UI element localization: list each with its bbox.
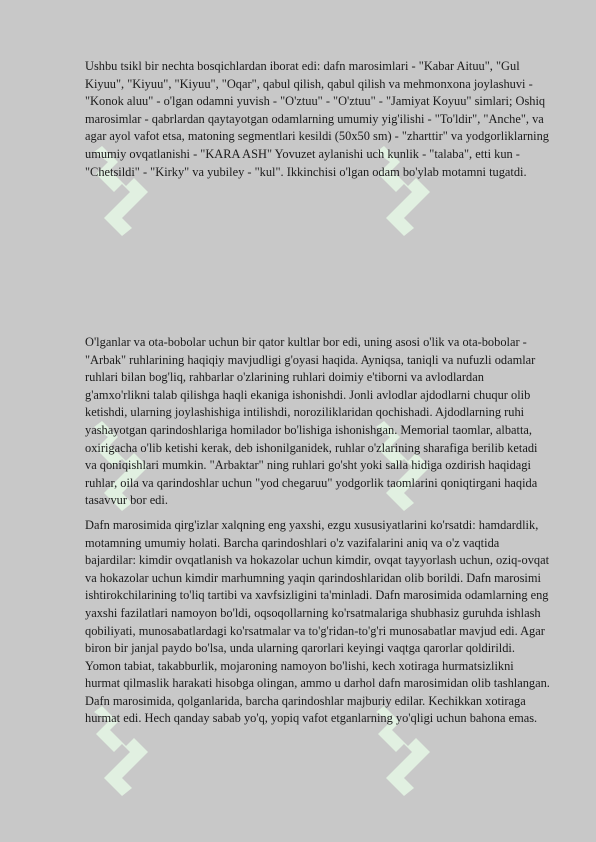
text-section-ancestor-cults: [85, 334, 551, 735]
paragraph-ancestor-cults: O'lganlar va ota-bobolar uchun bir qator kultlar bor edi, uning asosi o'lik va ota-bobolar - "Arbak" ruhlarining haqiqiy mavjudligi g'oyasi haqida. Ayniqsa, taniqli va nufuzli odamlar ruhlari bilan bog'liq, rahbarlar o'zlarining ruhlari doimiy e'tiborni va avlodlardan g'amxo'rlikni talab qilishga haqli ekaniga ishonishdi. Jonli avlodlar ajdodlarni chuqur olib ketishdi, ularning joylashishiga intilishdi, noroziliklaridan qochishadi. Ajdodlarning ruhi yashayotgan qarindoshlariga homilador bo'lishiga ishonishgan. Memorial taomlar, albatta, oxirigacha o'lib ketishi kerak, deb ishonilganidek, ruhlar o'zlarining sharafiga berilib ketadi va qoniqishlari mumkin. "Arbaktar" ning ruhlari go'sht yoki salla hidiga ozdirish haqidagi ruhlar, oila va qarindoshlar uchun "yod chegaruu" yodgorlik taomlarini qoniqtirgani haqida tasavvur bor edi.: [85, 335, 538, 508]
paragraph-funeral-cycle: Ushbu tsikl bir nechta bosqichlardan iborat edi: dafn marosimlari - "Kabar Aituu", "Gul Kiyuu", "Kiyuu", "Kiyuu", "Oqar", qabul qilish, qabul qilish va mehmonxona joylashuvi - "Konok aluu" - o'lgan odamni yuvish - "O'ztuu" - "O'ztuu" - "Jamiyat Koyuu" simlari; Oshiq marosimlar - qabrlardan qaytayotgan odamlarning umumiy yig'ilishi - "To'ldir", "Anche", va agar ayol vafot etsa, matoning segmentlari kesildi (50x50 sm) - "zharttir" va yodgorliklarning umumiy ovqatlanishi - "KARA ASH" Yovuzet aylanishi uch kunlik - "talaba", etti kun - "Chetsildi" - "Kirky" va yubiley - "kul". Ikkinchisi o'lgan odam bo'ylab motamni tugatdi.: [85, 59, 549, 179]
text-section-funeral-cycle: [85, 58, 551, 188]
paragraph-funeral-virtues: Dafn marosimida qirg'izlar xalqning eng yaxshi, ezgu xususiyatlarini ko'rsatdi: hamdardlik, motamning umumiy holati. Barcha qarindoshlari o'z vazifalarini aniq va o'z vaqtida bajardilar: kimdir ovqatlanish va hokazolar uchun kimdir, ovqat tayyorlash uchun, oziq-ovqat va hokazolar uchun kimdir marhumning yaqin qarindoshlaridan olib borildi. Dafn marosimi ishtirokchilarining to'liq tartibi va xavfsizligini ta'minladi. Dafn marosimida odamlarning eng yaxshi fazilatlari namoyon bo'ldi, oqsoqollarning ko'rsatmalariga shubhasiz guruhda ishlash qobiliyati, munosabatlardagi ko'rsatmalar va to'g'ridan-to'g'ri munosabatlar mavjud edi. Agar biron bir janjal paydo bo'lsa, unda ularning qarorlari keyingi vaqtga qarorlar qoldirildi. Yomon tabiat, takabburlik, mojaroning namoyon bo'lishi, kech xotiraga hurmatsizlikni hurmat qilmaslik harakati hisobga olingan, ammo u darhol dafn marosimidan olib tashlangan. Dafn marosimida, qolganlarida, barcha qarindoshlar majburiy edilar. Kechikkan xotiraga hurmat edi. Hech qanday sabab yo'q, yopiq vafot etganlarning yo'qligi uchun bahona emas.: [85, 517, 550, 726]
